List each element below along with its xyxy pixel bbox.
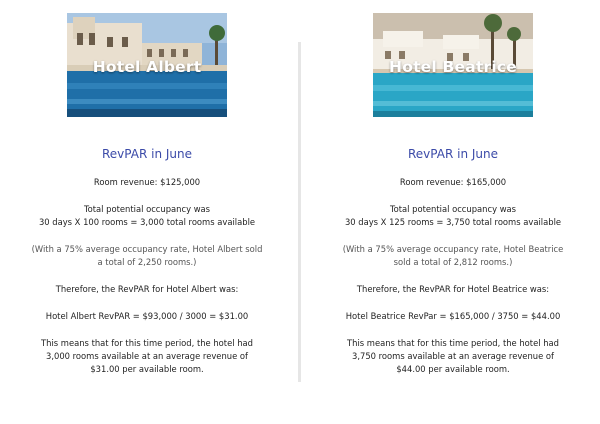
occupancy-note (2, 243, 292, 269)
note-line-1: (With a 75% average occupancy rate, Hotel Beatrice (342, 244, 564, 254)
hotel-albert-image (67, 13, 227, 117)
therefore-text: Therefore, the RevPAR for Hotel Beatrice was: (356, 284, 550, 294)
summary-block (308, 337, 598, 376)
summary-line-3: $44.00 per available room. (396, 364, 510, 374)
revpar-heading: RevPAR in June (408, 147, 498, 161)
summary-line-2: 3,000 rooms available at an average revenue of (46, 351, 248, 361)
note-line-1: (With a 75% average occupancy rate, Hotel Albert sold (31, 244, 263, 254)
revpar-formula: Hotel Beatrice RevPar = $165,000 / 3750 = $44.00 (345, 311, 561, 321)
summary-line-1: This means that for this time period, the hotel had (41, 338, 253, 348)
occupancy-note (308, 243, 598, 269)
hotel-beatrice-name: Hotel Beatrice (389, 58, 517, 77)
hotel-albert-column (2, 0, 292, 376)
occupancy-title: Total potential occupancy was (389, 204, 517, 214)
room-revenue: Room revenue: $125,000 (93, 177, 201, 187)
note-line-2: sold a total of 2,812 rooms.) (393, 257, 513, 267)
occupancy-calc: 30 days X 125 rooms = 3,750 total rooms available (344, 217, 562, 227)
occupancy-calc: 30 days X 100 rooms = 3,000 total rooms available (38, 217, 256, 227)
column-divider (298, 42, 301, 382)
revpar-formula: Hotel Albert RevPAR = $93,000 / 3000 = $31.00 (45, 311, 249, 321)
occupancy-title: Total potential occupancy was (83, 204, 211, 214)
room-revenue: Room revenue: $165,000 (399, 177, 507, 187)
hotel-beatrice-column (308, 0, 598, 376)
summary-line-3: $31.00 per available room. (90, 364, 204, 374)
therefore-text: Therefore, the RevPAR for Hotel Albert was: (55, 284, 239, 294)
note-line-2: a total of 2,250 rooms.) (97, 257, 197, 267)
occupancy-block (308, 203, 598, 229)
summary-line-1: This means that for this time period, the hotel had (347, 338, 559, 348)
occupancy-block (2, 203, 292, 229)
summary-block (2, 337, 292, 376)
revpar-heading: RevPAR in June (102, 147, 192, 161)
summary-line-2: 3,750 rooms available at an average revenue of (352, 351, 554, 361)
hotel-albert-name: Hotel Albert (92, 58, 202, 77)
hotel-beatrice-image (373, 13, 533, 117)
